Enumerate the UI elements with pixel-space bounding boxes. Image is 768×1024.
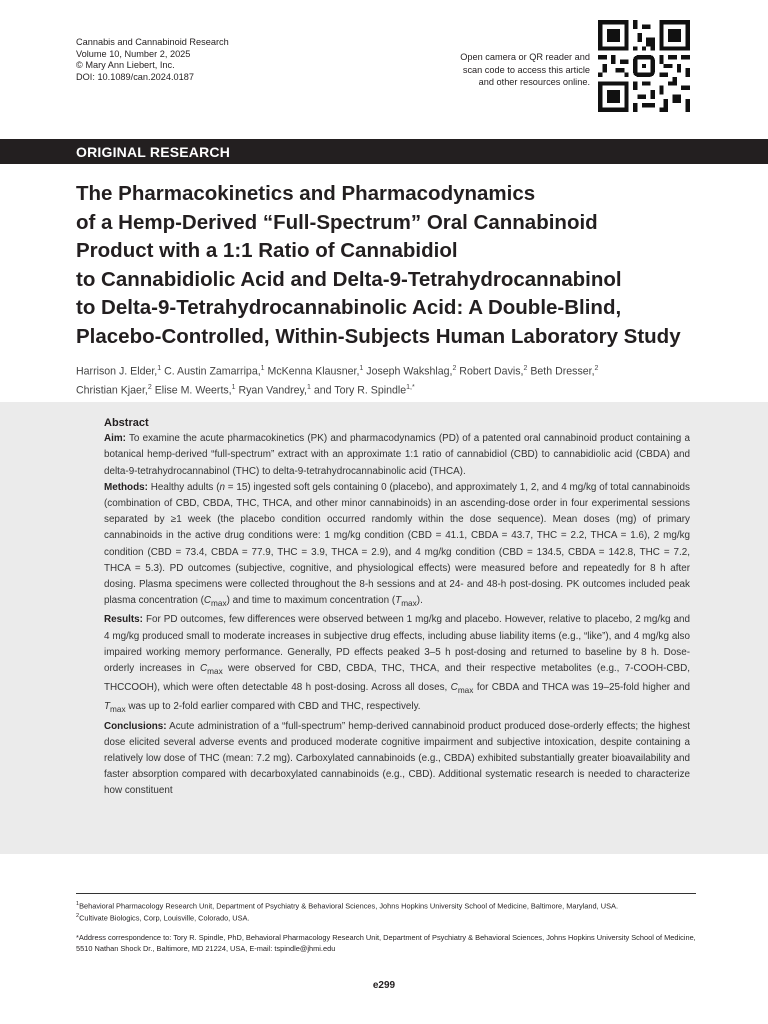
author-affiliation: 2 bbox=[452, 365, 457, 372]
section-label: ORIGINAL RESEARCH bbox=[76, 144, 231, 160]
qr-code-icon[interactable] bbox=[598, 20, 690, 112]
title-line: Product with a 1:1 Ratio of Cannabidiol bbox=[76, 239, 458, 262]
methods-text: = 15) ingested soft gels containing 0 (placebo), and approximately 1, 2, and 4 mg/kg of total cannabinoids (combination of CBD, CBDA, THC, THCA, and other minor cannabinoids) in an ascending-dose order in four experimental sessions separated by ≥1 week (the placebo condition occurred randomly within the dose sequence). Mean doses (mg) of primary cannabinoids in the active drug conditions were: 1 mg/kg condition (CBD = 41.1, CBDA = 43.7, THC = 2.2, THCA = 1.6), 2 mg/kg condition (CBD = 73.4, CBDA = 77.9, THC = 3.9, THCA = 2.9), and 4 mg/kg condition (CBD = 134.5, CBDA = 142.8, THC = 7.2, THCA = 5.3). PD outcomes (subjective, cognitive, and physiological effects) were measured before and repeatedly for 8 h after dosing. Plasma specimens were collected throughout the 8-h sessions and at 24- and 48-h post-dosing. PK outcomes included peak plasma concentration ( bbox=[104, 481, 690, 607]
journal-volume: Volume 10, Number 2, 2025 bbox=[76, 48, 191, 59]
cmax-symbol: C bbox=[199, 663, 208, 675]
doi[interactable]: DOI: 10.1089/can.2024.0187 bbox=[76, 71, 194, 82]
tmax-subscript: max bbox=[110, 705, 126, 715]
cmax-subscript: max bbox=[207, 666, 223, 676]
cmax-symbol: C bbox=[450, 682, 458, 694]
results-text: were observed for CBD, CBDA, THC, THCA, and their respective metabolites (e.g., 7-COOH-CBD, THCCOOH), which were often detectable 48 h post-dosing. Across all doses, bbox=[104, 663, 690, 694]
abstract-aim bbox=[104, 431, 690, 480]
author-name: Robert Davis, bbox=[459, 365, 524, 378]
author-name: Ryan Vandrey, bbox=[238, 384, 307, 397]
author-affiliation: 2 bbox=[594, 365, 599, 372]
author-name: Christian Kjaer, bbox=[76, 384, 148, 397]
tmax-symbol: T bbox=[104, 701, 111, 713]
section-banner bbox=[0, 139, 768, 164]
results-text: For PD outcomes, few differences were observed between 1 mg/kg and placebo. However, relative to placebo, 2 mg/kg and 4 mg/kg produced small to moderate increases in subjective drug effects, including abuse liability items (e.g., “like”), and 4 mg/kg also impaired working memory performance. Generally, PD effects peaked 3–5 h post-dosing and returned to baseline by 8 h. Dose-orderly increases in bbox=[104, 614, 690, 675]
author-name: Harrison J. Elder, bbox=[76, 365, 158, 378]
methods-text: ) and time to maximum concentration ( bbox=[226, 595, 396, 607]
affiliation-number: 1 bbox=[76, 901, 80, 907]
copyright: © Mary Ann Liebert, Inc. bbox=[76, 60, 175, 70]
qr-text-line: and other resources online. bbox=[478, 77, 590, 87]
abstract-conclusions bbox=[104, 719, 690, 800]
author-name: Beth Dresser, bbox=[530, 365, 595, 378]
abstract-heading: Abstract bbox=[104, 417, 149, 429]
author-name: C. Austin Zamarripa, bbox=[164, 365, 261, 378]
results-text: was up to 2-fold earlier compared with CBD and THC, respectively. bbox=[125, 701, 421, 713]
results-text: for CBDA and THCA was 19–25-fold higher and bbox=[473, 682, 690, 694]
author-affiliation: 1 bbox=[260, 365, 265, 372]
correspondence-email[interactable]: tspindle@jhmi.edu bbox=[274, 943, 336, 953]
author-affiliation: 2 bbox=[147, 384, 152, 392]
aim-text: To examine the acute pharmacokinetics (PK) and pharmacodynamics (PD) of a patented oral cannabinoid product containing a botanical hemp-derived “full-spectrum” extract with an approximate 1:1 ratio of cannabidiol (CBD) to cannabidiolic acid (CBDA) and delta-9-tetrahydrocannabinol (THC) to delta-9-tetrahydrocannabinolic acid (THCA). bbox=[104, 433, 690, 477]
affiliation-text: Behavioral Pharmacology Research Unit, Department of Psychiatry & Behavioral Sciences, Johns Hopkins University School of Medicine, Baltimore, Maryland, USA. bbox=[79, 901, 618, 911]
abstract-results bbox=[104, 612, 690, 718]
author-name: McKenna Klausner, bbox=[267, 365, 360, 378]
title-line: to Delta-9-Tetrahydrocannabinolic Acid: A Double-Blind, bbox=[76, 296, 622, 319]
qr-instructions bbox=[390, 51, 590, 89]
tmax-symbol: T bbox=[395, 595, 402, 607]
correspondence bbox=[76, 932, 696, 954]
article-title bbox=[76, 180, 716, 351]
author-affiliation: 2 bbox=[523, 365, 528, 372]
methods-n: n bbox=[219, 481, 225, 493]
page-number: e299 bbox=[372, 980, 396, 991]
affiliation-number: 2 bbox=[76, 913, 80, 920]
author-name: Joseph Wakshlag, bbox=[366, 365, 453, 378]
title-line: The Pharmacokinetics and Pharmacodynamics bbox=[76, 182, 536, 205]
title-line: of a Hemp-Derived “Full-Spectrum” Oral Cannabinoid bbox=[76, 210, 598, 234]
cmax-subscript: max bbox=[457, 686, 474, 696]
author-affiliation: 1 bbox=[157, 365, 162, 372]
author-affiliation: 1 bbox=[231, 384, 236, 392]
abstract-methods bbox=[104, 480, 690, 613]
author-name: Elise M. Weerts, bbox=[154, 384, 232, 397]
methods-text: Healthy adults ( bbox=[150, 481, 220, 493]
aim-label: Aim: bbox=[104, 433, 126, 445]
qr-text-line: scan code to access this article bbox=[462, 64, 590, 75]
journal-info bbox=[76, 37, 229, 83]
title-line: Placebo-Controlled, Within-Subjects Human Laboratory Study bbox=[76, 324, 681, 348]
author-affiliation: 1,* bbox=[406, 384, 415, 392]
abstract-box bbox=[0, 402, 768, 854]
author-list bbox=[76, 361, 696, 399]
title-line: to Cannabidiolic Acid and Delta-9-Tetrahydrocannabinol bbox=[76, 267, 622, 291]
abstract bbox=[104, 415, 690, 800]
tmax-subscript: max bbox=[401, 599, 417, 609]
author-affiliation: 1 bbox=[359, 365, 364, 372]
journal-name: Cannabis and Cannabinoid Research bbox=[76, 37, 229, 47]
conclusions-label: Conclusions: bbox=[104, 720, 167, 732]
author-line bbox=[76, 380, 696, 399]
author-affiliation: 1 bbox=[307, 384, 311, 392]
affiliation-2 bbox=[76, 911, 696, 923]
methods-label: Methods: bbox=[104, 481, 148, 493]
affiliation-text: Cultivate Biologics, Corp, Louisville, Colorado, USA. bbox=[79, 913, 250, 923]
cmax-symbol: C bbox=[203, 595, 212, 607]
qr-text-line: Open camera or QR reader and bbox=[460, 52, 590, 62]
author-line bbox=[76, 361, 696, 380]
methods-text: ). bbox=[416, 595, 423, 607]
cmax-subscript: max bbox=[211, 599, 227, 609]
results-label: Results: bbox=[104, 614, 143, 626]
author-name: and Tory R. Spindle bbox=[313, 384, 407, 397]
affiliation-1 bbox=[76, 899, 696, 911]
correspondence-text: *Address correspondence to: Tory R. Spindle, PhD, Behavioral Pharmacology Research Unit, Department of Psychiatry & Behavioral Sciences, Johns Hopkins University School of Medicine, 5510 Nathan Shock Dr., Baltimore, MD 21224, USA, E-mail: bbox=[76, 932, 696, 953]
footnotes bbox=[76, 893, 696, 954]
conclusions-text: Acute administration of a “full-spectrum” hemp-derived cannabinoid product produced dose-orderly effects; the highest dose elicited several adverse events and produced moderate cognitive impairment and subjective intoxication, despite containing a relatively low dose of THC (mean: 7.2 mg). Carboxylated cannabinoids (e.g., CBDA) exhibited substantially greater bioavailability and faster absorption compared with decarboxylated cannabinoids (e.g., CBD). Additional systematic research is needed to characterize how constituent bbox=[104, 720, 690, 797]
